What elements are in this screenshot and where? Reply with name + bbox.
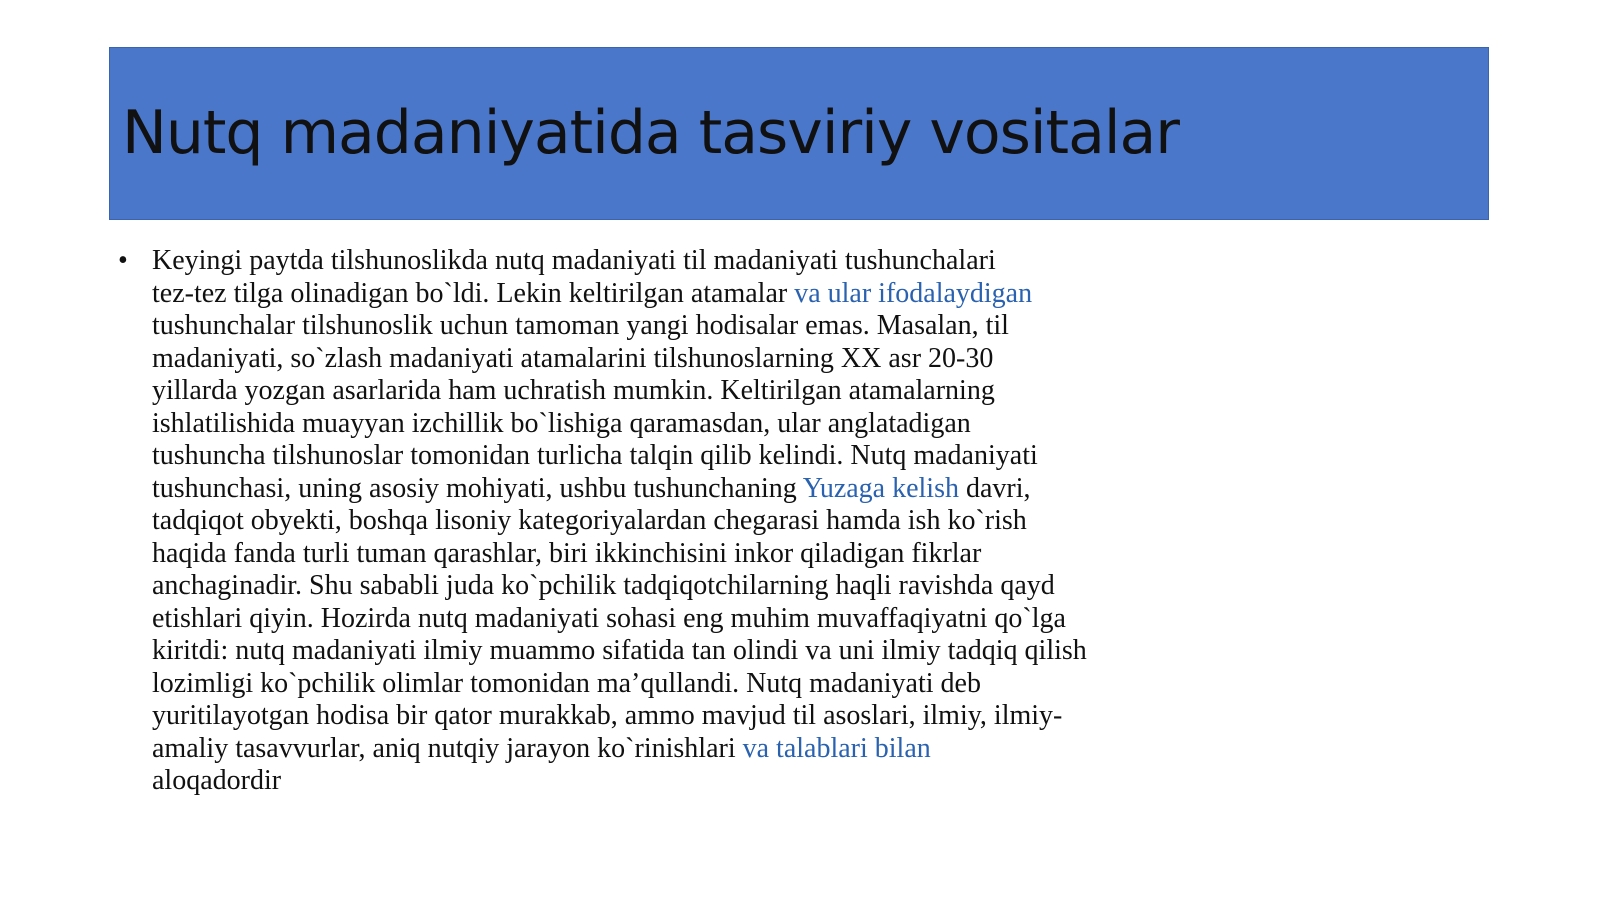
line-text: kiritdi: nutq madaniyati ilmiy muammo sifatida tan olindi va uni ilmiy tadqiq qilish: [152, 635, 1087, 666]
paragraph-line: [152, 375, 1218, 408]
line-text: lozimligi ko`pchilik olimlar tomonidan ma’qullandi. Nutq madaniyati deb: [152, 667, 981, 699]
paragraph-line: [152, 733, 1218, 766]
line-text: anchaginadir. Shu sababli juda ko`pchilik tadqiqotchilarning haqli ravishda qayd: [152, 570, 1055, 601]
line-text: etishlari qiyin. Hozirda nutq madaniyati sohasi eng muhim muvaffaqiyatni qo`lga: [152, 602, 1066, 634]
paragraph-line: [152, 570, 1218, 603]
title-bar: [109, 47, 1489, 220]
link-text[interactable]: Yuzaga kelish: [802, 472, 959, 504]
paragraph-line: [152, 603, 1218, 636]
line-text: yillarda yozgan asarlarida ham uchratish mumkin. Keltirilgan atamalarning: [152, 375, 995, 406]
slide-title: Nutq madaniyatida tasviriy vositalar: [122, 98, 1179, 168]
line-text: davri,: [959, 472, 1031, 504]
link-text[interactable]: va talablari bilan: [742, 732, 931, 764]
line-text: tushuncha tilshunoslar tomonidan turlicha talqin qilib kelindi. Nutq madaniyati: [152, 440, 1038, 471]
paragraph-line: [152, 700, 1218, 733]
body-paragraph: [152, 245, 1218, 798]
paragraph-line: [152, 505, 1218, 538]
line-text: haqida fanda turli tuman qarashlar, biri ikkinchisini inkor qiladigan fikrlar: [152, 537, 982, 569]
paragraph-line: [152, 245, 1218, 278]
line-text: aloqadordir: [152, 765, 282, 796]
bullet-icon: •: [118, 245, 128, 276]
paragraph-line: [152, 408, 1218, 441]
slide-body: [118, 245, 1218, 798]
paragraph-line: [152, 310, 1218, 343]
line-text: tushunchalar tilshunoslik uchun tamoman yangi hodisalar emas. Masalan, til: [152, 310, 1009, 341]
paragraph-line: [152, 765, 1218, 798]
line-text: madaniyati, so`zlash madaniyati atamalarini tilshunoslarning XX asr 20-30: [152, 342, 994, 374]
link-text[interactable]: va ular ifodalaydigan: [794, 277, 1033, 309]
line-text: yuritilayotgan hodisa bir qator murakkab, ammo mavjud til asoslari, ilmiy, ilmiy-: [152, 700, 1063, 731]
paragraph-line: [152, 538, 1218, 571]
line-text: Keyingi paytda tilshunoslikda nutq madaniyati til madaniyati tushunchalari: [152, 245, 996, 276]
line-text: tushunchasi, uning asosiy mohiyati, ushbu tushunchaning: [152, 472, 803, 504]
line-text: tez-tez tilga olinadigan bo`ldi. Lekin keltirilgan atamalar: [152, 277, 795, 309]
line-text: ishlatilishida muayyan izchillik bo`lishiga qaramasdan, ular anglatadigan: [152, 407, 971, 439]
line-text: tadqiqot obyekti, boshqa lisoniy kategoriyalardan chegarasi hamda ish ko`rish: [152, 505, 1027, 536]
paragraph-line: [152, 635, 1218, 668]
paragraph-line: [152, 278, 1218, 311]
paragraph-line: [152, 668, 1218, 701]
line-text: amaliy tasavvurlar, aniq nutqiy jarayon ko`rinishlari: [152, 732, 743, 764]
paragraph-line: [152, 473, 1218, 506]
paragraph-line: [152, 440, 1218, 473]
paragraph-line: [152, 343, 1218, 376]
